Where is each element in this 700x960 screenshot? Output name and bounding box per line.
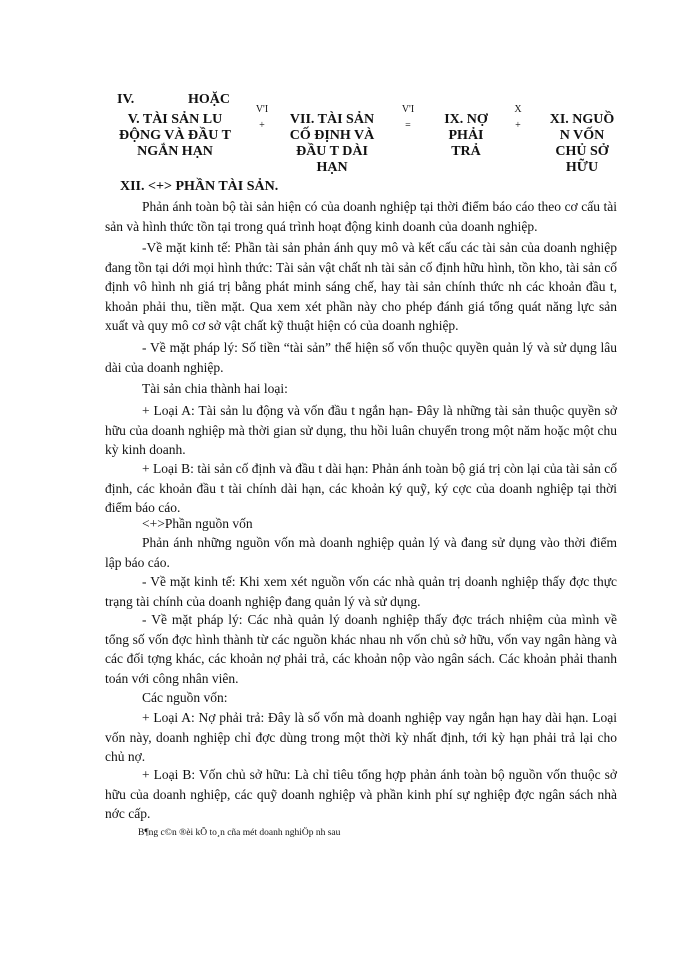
heading-iv-number: IV. — [117, 92, 135, 107]
section-title: XII. <+> PHẦN TÀI SẢN. — [120, 179, 279, 194]
equation-column-ix-line: IX. NỢ — [444, 112, 488, 127]
paragraph-capital-sources-intro: Các nguồn vốn: — [142, 690, 228, 705]
equation-column-xi-line: HỮU — [565, 160, 599, 175]
equation-column-vii — [276, 112, 388, 176]
paragraph-asset-type-b: + Loại B: tài sản cố định và đầu t dài hạn: Phản ánh toàn bộ giá trị còn lại của tài sản cố định, các khoản đầu t tài chính dài hạn, các khoản ký quỹ, ký cợc của doanh nghiệp tại thời điểm báo cáo. — [105, 461, 617, 515]
equation-column-vii-line: VII. TÀI SẢN — [289, 112, 375, 127]
paragraph-economic-aspect: -Về mặt kinh tế: Phần tài sản phản ánh quy mô và kết cấu các tài sản của doanh nghiệp đang tồn tại dới mọi hình thức: Tài sản vật chất nh tài sản cố định hữu hình, tồn kho, tài sản cố định vô hình nh giá trị bằng phát minh sáng chế, hay tài sản chính thức nh các khoản đầu t, khoản phải thu, tiền mặt. Qua xem xét phần này cho phép đánh giá tổng quát năng lực sản xuất và quy mô cơ sở vật chất kỹ thuật hiện có của doanh nghiệp. — [105, 240, 617, 333]
paragraph-capital-heading: <+>Phần nguồn vốn — [142, 516, 253, 531]
operator-symbol: + — [515, 120, 521, 131]
paragraph-legal-aspect: - Về mặt pháp lý: Số tiền “tài sản” thể hiện số vốn thuộc quyền quản lý và sử dụng lâu dài của doanh nghiệp. — [105, 340, 617, 375]
paragraph-asset-overview: Phản ánh toàn bộ tài sản hiện có của doanh nghiệp tại thời điểm báo cáo theo cơ cấu tài sản và hình thức tồn tại trong quá trình hoạt động kinh doanh của doanh nghiệp. — [105, 199, 617, 234]
equation-operator-plus-2 — [508, 104, 528, 132]
heading-iv-word: HOẶC — [188, 92, 230, 107]
equation-column-vii-line: CỐ ĐỊNH VÀ — [289, 128, 375, 143]
operator-label: V'I — [255, 104, 269, 115]
equation-column-xi-line: XI. NGUỒ — [549, 112, 615, 127]
equation-column-vii-line: ĐẦU T DÀI — [296, 144, 368, 159]
equation-column-v-line: V. TÀI SẢN LU — [127, 112, 223, 127]
equation-column-ix — [426, 112, 506, 160]
operator-label: X — [514, 104, 522, 115]
equation-column-xi-line: N VỐN — [559, 128, 605, 143]
operator-label: V'I — [401, 104, 415, 115]
equation-operator-equals — [398, 104, 418, 132]
paragraph-asset-types-intro: Tài sản chia thành hai loại: — [142, 381, 288, 396]
equation-column-vii-line: HẠN — [316, 160, 348, 175]
equation-column-ix-line: TRẢ — [451, 144, 481, 159]
equation-column-ix-line: PHẢI — [448, 128, 484, 143]
operator-symbol: = — [405, 120, 411, 131]
equation-column-xi — [532, 112, 632, 176]
paragraph-asset-type-a: + Loại A: Tài sản lu động và vốn đầu t ngắn hạn- Đây là những tài sản thuộc quyền sở hữu của doanh nghiệp mà thời gian sử dụng, thu hồi luân chuyển trong một năm hoặc một chu kỳ kinh doanh. — [105, 403, 617, 457]
equation-operator-plus-1 — [252, 104, 272, 132]
equation-column-v-line: ĐỘNG VÀ ĐẦU T — [119, 128, 231, 143]
operator-symbol: + — [259, 120, 265, 131]
paragraph-capital-economic: - Về mặt kinh tế: Khi xem xét nguồn vốn các nhà quản trị doanh nghiệp thấy đợc thực trạng tài chính của doanh nghiệp đang quản lý và sử dụng. — [105, 574, 617, 609]
equation-column-v — [95, 112, 255, 160]
equation-column-v-line: NGẮN HẠN — [137, 144, 213, 159]
paragraph-capital-type-b: + Loại B: Vốn chủ sở hữu: Là chỉ tiêu tổng hợp phản ánh toàn bộ nguồn vốn thuộc sở hữu của doanh nghiệp, các quỹ doanh nghiệp và phần kinh phí sự nghiệp đợc ngân sách nhà nớc cấp. — [105, 767, 617, 821]
paragraph-capital-type-a: + Loại A: Nợ phải trả: Đây là số vốn mà doanh nghiệp vay ngắn hạn hay dài hạn. Loại vốn này, doanh nghiệp chỉ đợc dùng trong một thời kỳ nhất định, tới kỳ hạn phải trả lại cho chủ nợ. — [105, 710, 617, 764]
footer-caption: B¶ng c©n ®èi kÕ to¸n cña mét doanh nghiÖp nh sau — [138, 828, 341, 838]
paragraph-capital-legal: - Về mặt pháp lý: Các nhà quản lý doanh nghiệp thấy đợc trách nhiệm của mình về tổng số vốn đợc hình thành từ các nguồn khác nhau nh vốn chủ sở hữu, vốn vay ngân hàng và các đối tợng khác, các khoản nợ phải trả, các khoản nộp vào ngân sách. Các khoản phải thanh toán với công nhân viên. — [105, 612, 617, 686]
equation-column-xi-line: CHỦ SỞ — [555, 144, 609, 159]
paragraph-capital-overview: Phản ánh những nguồn vốn mà doanh nghiệp quản lý và đang sử dụng vào thời điểm lập báo cáo. — [105, 535, 617, 570]
